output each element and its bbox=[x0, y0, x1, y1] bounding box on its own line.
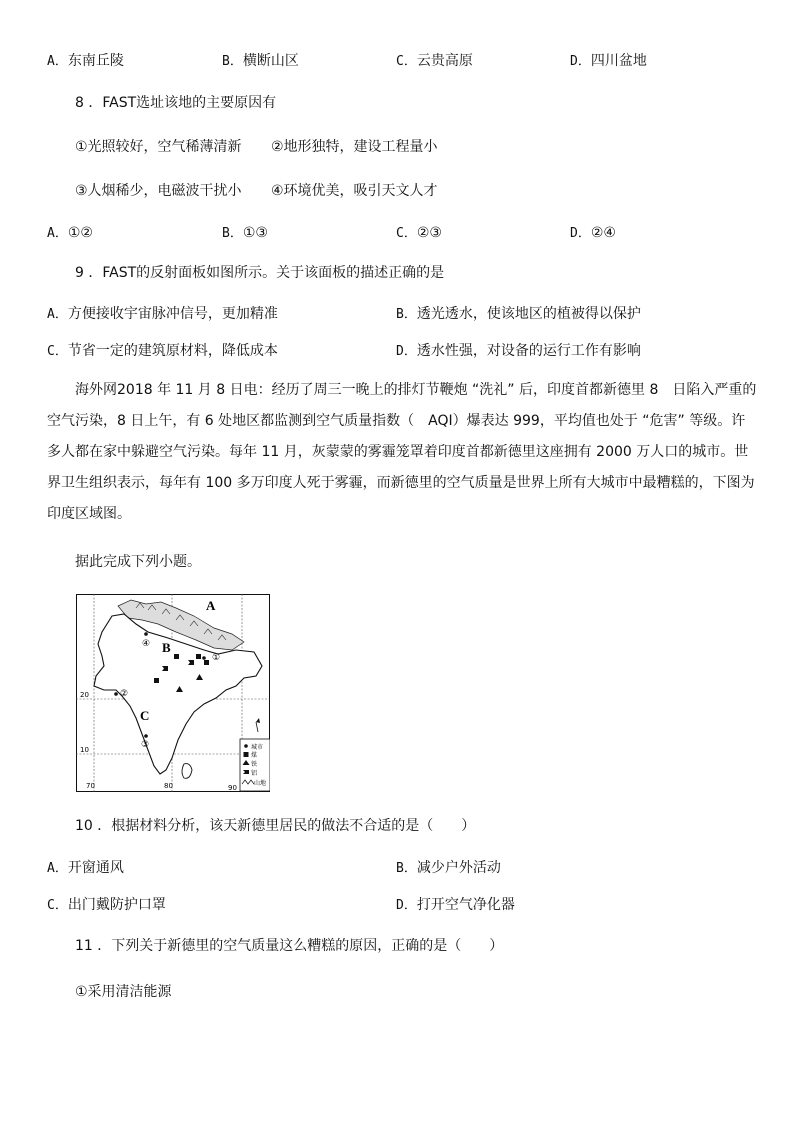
map-number-4: ④ bbox=[142, 639, 151, 649]
q8-option-b: B．①③ bbox=[222, 225, 268, 241]
q7-option-b: B．横断山区 bbox=[222, 53, 299, 69]
q10-option-d: D．打开空气净化器 bbox=[396, 897, 515, 913]
map-city-point bbox=[144, 632, 148, 636]
lon-label-80: 80 bbox=[164, 782, 173, 790]
q8-option-d: D．②④ bbox=[570, 225, 616, 241]
q7-option-a: A．东南丘陵 bbox=[47, 53, 124, 69]
lat-label-10: 10 bbox=[80, 746, 89, 754]
q9-option-c: C．节省一定的建筑原材料，降低成本 bbox=[47, 343, 278, 359]
q9-option-d: D．透水性强，对设备的运行工作有影响 bbox=[396, 343, 641, 359]
q11-item-1: ①采用清洁能源 bbox=[75, 984, 172, 1000]
q8-option-a: A．①② bbox=[47, 225, 93, 241]
map-letter-b: B bbox=[162, 640, 171, 655]
q7-option-d: D．四川盆地 bbox=[570, 53, 647, 69]
map-legend bbox=[240, 739, 270, 791]
legend-city-label: 城市 bbox=[251, 744, 264, 751]
q9-option-a: A．方便接收宇宙脉冲信号，更加精准 bbox=[47, 306, 278, 322]
q10-option-c: C．出门戴防护口罩 bbox=[47, 897, 166, 913]
q8-item-1: ①光照较好，空气稀薄清新 bbox=[75, 139, 242, 155]
map-letter-c: C bbox=[140, 708, 150, 723]
map-letter-a: A bbox=[206, 598, 216, 613]
q10-stem: 10 ．根据材料分析，该天新德里居民的做法不合适的是（ ） bbox=[75, 818, 476, 834]
q8-option-c: C．②③ bbox=[396, 225, 442, 241]
q10-option-a: A．开窗通风 bbox=[47, 860, 124, 876]
map-city-point bbox=[144, 734, 148, 738]
legend-bauxite-label: 铝 bbox=[251, 770, 258, 777]
q8-item-3: ③人烟稀少，电磁波干扰小 bbox=[75, 183, 242, 199]
q9-stem: 9 ．FAST的反射面板如图所示。关于该面板的描述正确的是 bbox=[75, 265, 445, 281]
legend-mountain-label: 山地 bbox=[254, 780, 267, 787]
q11-stem: 11 ．下列关于新德里的空气质量这么糟糕的原因，正确的是（ ） bbox=[75, 938, 504, 954]
q10-option-b: B．减少户外活动 bbox=[396, 860, 501, 876]
lat-label-20: 20 bbox=[80, 691, 89, 699]
passage-paragraph bbox=[47, 375, 757, 530]
lon-label-90: 90 bbox=[228, 784, 237, 792]
coal-symbol bbox=[174, 654, 179, 659]
q9-option-b: B．透光透水，使该地区的植被得以保护 bbox=[396, 306, 641, 322]
lon-label-70: 70 bbox=[86, 782, 95, 790]
q8-item-2: ②地形独特，建设工程量小 bbox=[271, 139, 438, 155]
legend-iron-label: 铁 bbox=[251, 761, 258, 768]
q7-option-c: C．云贵高原 bbox=[396, 53, 473, 69]
india-region-map bbox=[76, 594, 270, 792]
map-city-point bbox=[202, 656, 206, 660]
passage-text: 海外网2018 年 11 月 8 日电：经历了周三一晚上的排灯节鞭炮 “洗礼” 后，印度首都新德里 8 日陷入严重的空气污染，8 日上午，有 6 处地区都监测到空气质量指数（ AQI）爆表达 999，平均值也处于 “危害” 等级。许多人都在家中躲避空气污染。每年 11 月，灰蒙蒙的雾霾笼罩着印度首都新德里这座拥有 2000 万人口的城市。世界卫生组织表示，每年有 100 多万印度人死于雾霾，而新德里的空气质量是世界上所有大城市中最糟糕的，下图为印度区域图。 bbox=[47, 382, 757, 522]
map-city-point bbox=[114, 692, 118, 696]
passage-instruction: 据此完成下列小题。 bbox=[75, 554, 201, 570]
q8-item-4: ④环境优美，吸引天文人才 bbox=[271, 183, 438, 199]
map-number-1: ① bbox=[212, 653, 221, 663]
q8-stem: 8 ．FAST选址该地的主要原因有 bbox=[75, 95, 277, 111]
coal-symbol bbox=[204, 660, 209, 665]
coal-symbol bbox=[196, 654, 201, 659]
map-number-2: ② bbox=[120, 689, 129, 699]
legend-coal-label: 煤 bbox=[251, 752, 258, 759]
coal-symbol bbox=[154, 678, 159, 683]
map-number-3: ③ bbox=[141, 740, 150, 750]
